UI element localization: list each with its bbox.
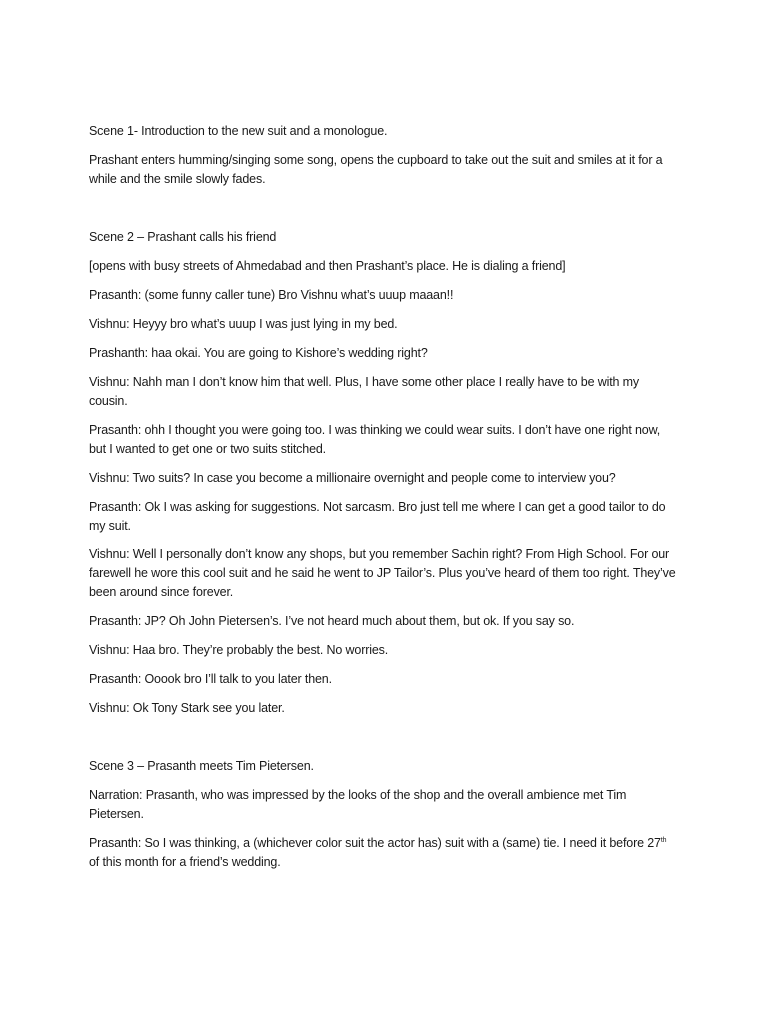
dialogue-text: Prasanth: So I was thinking, a (whichever color suit the actor has) suit with a (same) tie. I need it before 27 bbox=[89, 836, 661, 850]
scene-2-direction: [opens with busy streets of Ahmedabad and then Prashant’s place. He is dialing a friend] bbox=[89, 259, 566, 273]
dialogue-line: Prasanth: ohh I thought you were going too. I was thinking we could wear suits. I don’t have one right now, but I wanted to get one or two suits stitched. bbox=[89, 423, 661, 456]
scene-1-heading: Scene 1- Introduction to the new suit and a monologue. bbox=[89, 124, 388, 138]
dialogue-line: Vishnu: Haa bro. They’re probably the best. No worries. bbox=[89, 643, 389, 657]
dialogue-text: of this month for a friend’s wedding. bbox=[89, 855, 281, 869]
narration-line: Narration: Prasanth, who was impressed by the looks of the shop and the overall ambience met Tim Pietersen. bbox=[89, 788, 627, 821]
dialogue-line: Vishnu: Well I personally don’t know any shops, but you remember Sachin right? From High School. For our farewell he wore this cool suit and he said he went to JP Tailor’s. Plus you’ve heard of them too right. They’ve been around since forever. bbox=[89, 547, 676, 599]
scene-2-heading: Scene 2 – Prashant calls his friend bbox=[89, 230, 277, 244]
dialogue-line: Vishnu: Two suits? In case you become a millionaire overnight and people come to interview you? bbox=[89, 471, 616, 485]
dialogue-line: Prasanth: Ooook bro I’ll talk to you later then. bbox=[89, 672, 332, 686]
dialogue-line: Vishnu: Heyyy bro what’s uuup I was just lying in my bed. bbox=[89, 317, 398, 331]
ordinal-superscript: th bbox=[660, 836, 667, 844]
dialogue-line: Prasanth: (some funny caller tune) Bro Vishnu what’s uuup maaan!! bbox=[89, 288, 454, 302]
dialogue-line: Prasanth: JP? Oh John Pietersen’s. I’ve not heard much about them, but ok. If you say so. bbox=[89, 614, 575, 628]
scene-3-heading: Scene 3 – Prasanth meets Tim Pietersen. bbox=[89, 759, 314, 773]
dialogue-line: Vishnu: Ok Tony Stark see you later. bbox=[89, 701, 285, 715]
dialogue-line: Prasanth: Ok I was asking for suggestions. Not sarcasm. Bro just tell me where I can get a good tailor to do my suit. bbox=[89, 500, 666, 533]
dialogue-line bbox=[89, 834, 679, 872]
dialogue-line: Vishnu: Nahh man I don’t know him that well. Plus, I have some other place I really have to be with my cousin. bbox=[89, 375, 640, 408]
dialogue-line: Prashanth: haa okai. You are going to Kishore’s wedding right? bbox=[89, 346, 428, 360]
scene-1-description: Prashant enters humming/singing some song, opens the cupboard to take out the suit and smiles at it for a while and the smile slowly fades. bbox=[89, 153, 663, 186]
